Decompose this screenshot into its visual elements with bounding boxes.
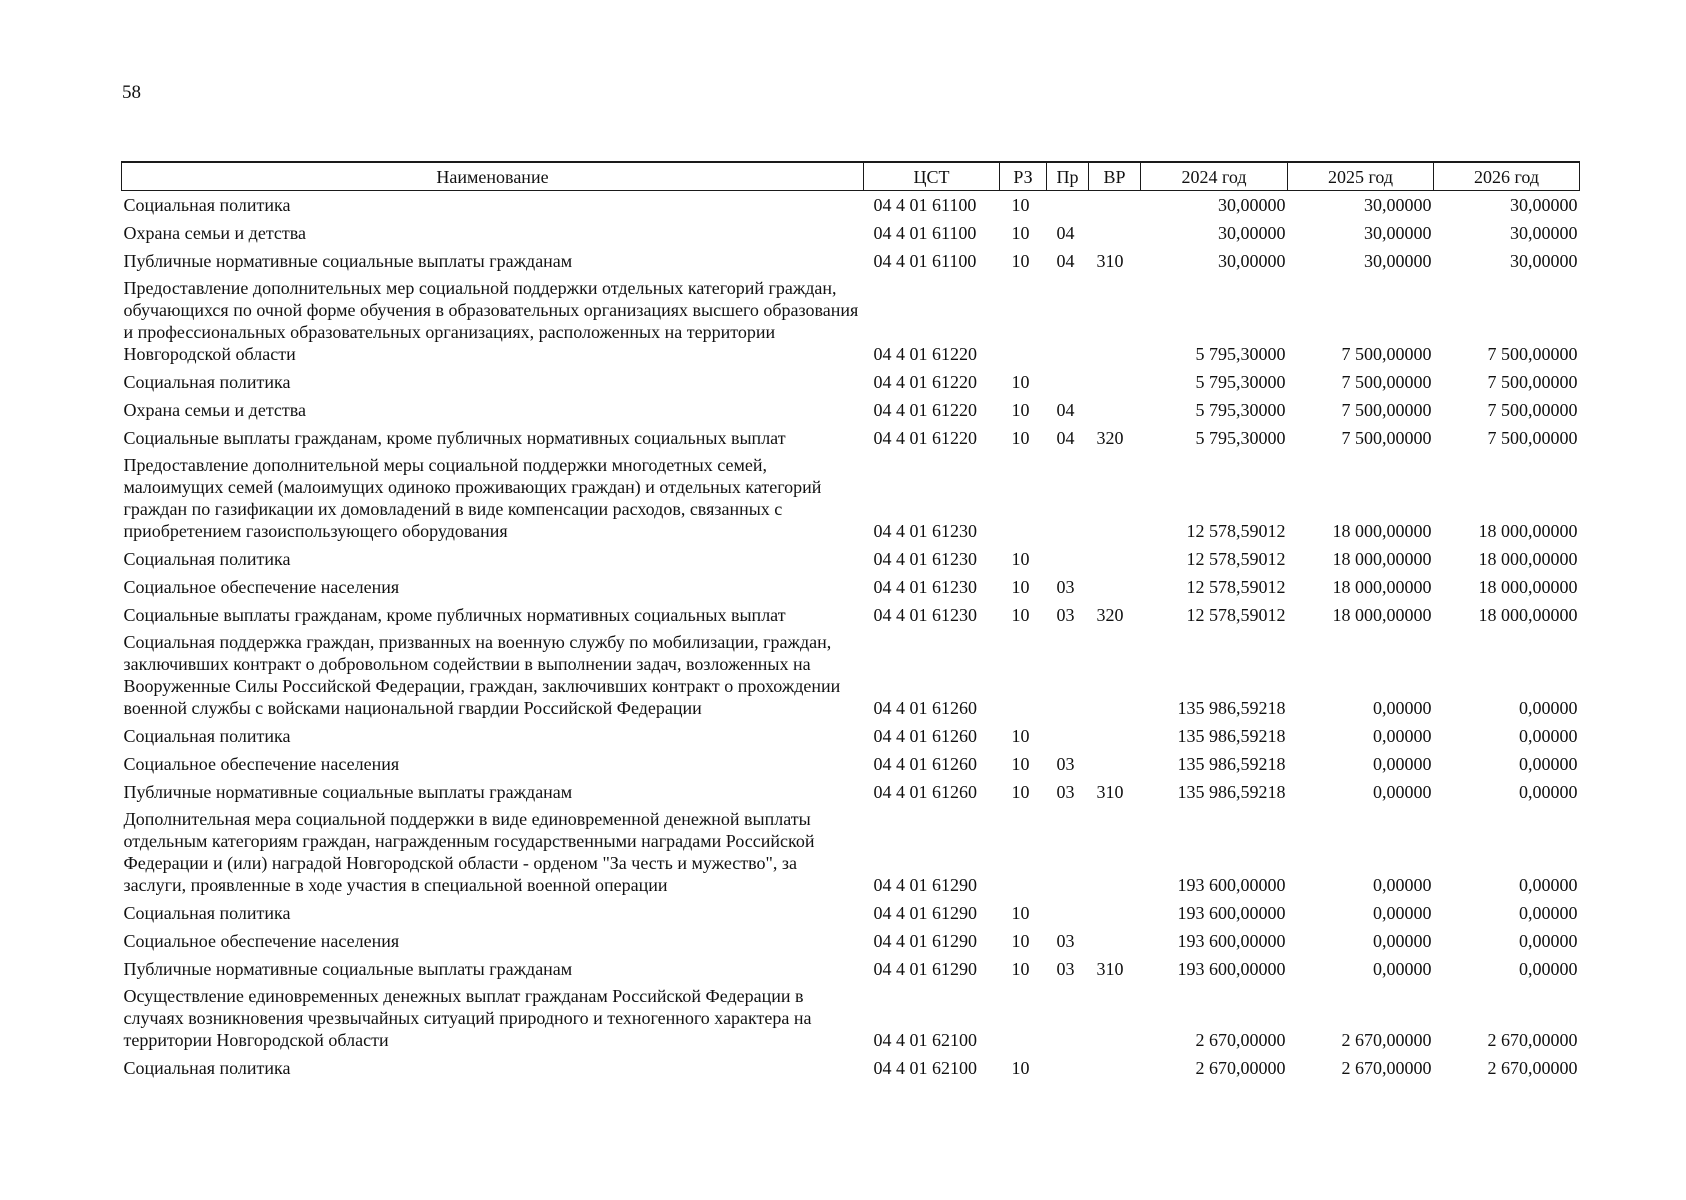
cell-name: Публичные нормативные социальные выплаты гражданам (123, 251, 573, 271)
cell-2026: 0,00000 (1519, 698, 1578, 718)
cell-rz (1000, 452, 1047, 545)
cell-cst: 04 4 01 61290 (873, 903, 977, 923)
table-header (122, 162, 1580, 191)
cell-cst: 04 4 01 61220 (873, 400, 977, 420)
table-row (122, 191, 1580, 220)
cell-2025: 0,00000 (1373, 931, 1432, 951)
cell-2026: 30,00000 (1510, 251, 1578, 271)
cell-rz: 10 (1011, 195, 1030, 215)
table-row (122, 983, 1580, 1054)
cell-cst: 04 4 01 61220 (873, 428, 977, 448)
cell-pr: 03 (1056, 754, 1075, 774)
cell-rz: 10 (1011, 400, 1030, 420)
cell-2024: 135 986,59218 (1177, 754, 1286, 774)
cell-2026: 18 000,00000 (1478, 577, 1578, 597)
cell-2025: 7 500,00000 (1341, 400, 1432, 420)
cell-2024: 12 578,59012 (1186, 577, 1286, 597)
cell-vr (1089, 983, 1141, 1054)
cell-2024: 5 795,30000 (1195, 344, 1286, 364)
cell-2025: 0,00000 (1373, 754, 1432, 774)
cell-2024: 193 600,00000 (1177, 959, 1286, 979)
cell-rz (1000, 629, 1047, 722)
cell-rz: 10 (1011, 251, 1030, 271)
table-row (122, 601, 1580, 629)
cell-name: Осуществление единовременных денежных выплат гражданам Российской Федерации в случаях возникновения чрезвычайных ситуаций природного и техногенного характера на территории Новгородской области (123, 986, 812, 1050)
cell-2025: 0,00000 (1373, 698, 1432, 718)
cell-name: Охрана семьи и детства (123, 400, 307, 420)
cell-cst: 04 4 01 61230 (873, 549, 977, 569)
cell-rz: 10 (1011, 577, 1030, 597)
cell-vr (1089, 219, 1141, 247)
cell-2025: 2 670,00000 (1341, 1030, 1432, 1050)
cell-name: Социальная политика (123, 195, 291, 215)
header-2024: 2024 год (1141, 162, 1288, 191)
cell-pr: 04 (1056, 223, 1075, 243)
cell-2024: 193 600,00000 (1177, 931, 1286, 951)
cell-pr (1047, 275, 1089, 368)
cell-2024: 30,00000 (1218, 195, 1286, 215)
cell-name: Дополнительная мера социальной поддержки в виде единовременной денежной выплаты отдельным категориям граждан, награжденным государственными наградами Российской Федерации и (или) наградой Новгородской области - орденом "За честь и мужество", за заслуги, проявленные в ходе участия в специальной военной операции (123, 809, 815, 895)
cell-name: Социальное обеспечение населения (123, 577, 400, 597)
cell-2024: 2 670,00000 (1195, 1030, 1286, 1050)
table-row (122, 927, 1580, 955)
cell-2025: 7 500,00000 (1341, 428, 1432, 448)
table-row (122, 778, 1580, 806)
cell-vr (1089, 191, 1141, 220)
cell-rz: 10 (1011, 782, 1030, 802)
cell-vr (1089, 629, 1141, 722)
cell-rz: 10 (1011, 903, 1030, 923)
cell-2026: 0,00000 (1519, 875, 1578, 895)
table-row (122, 806, 1580, 899)
cell-name: Предоставление дополнительных мер социальной поддержки отдельных категорий граждан, обучающихся по очной форме обучения в образовательных организациях высшего образования и профессиональных образовательных организациях, расположенных на территории Новгородской области (123, 278, 859, 364)
cell-2026: 30,00000 (1510, 223, 1578, 243)
budget-table (121, 161, 1580, 1082)
cell-name: Социальная политика (123, 726, 291, 746)
cell-cst: 04 4 01 61230 (873, 577, 977, 597)
cell-2025: 18 000,00000 (1332, 521, 1432, 541)
cell-2026: 0,00000 (1519, 726, 1578, 746)
cell-name: Социальное обеспечение населения (123, 931, 400, 951)
table-row (122, 629, 1580, 722)
table-row (122, 573, 1580, 601)
cell-cst: 04 4 01 61290 (873, 875, 977, 895)
header-pr: Пр (1047, 162, 1089, 191)
cell-2024: 12 578,59012 (1186, 521, 1286, 541)
cell-name: Социальные выплаты гражданам, кроме публичных нормативных социальных выплат (123, 605, 786, 625)
cell-rz (1000, 983, 1047, 1054)
cell-name: Предоставление дополнительной меры социальной поддержки многодетных семей, малоимущих семей (малоимущих одиноко проживающих граждан) и отдельных категорий граждан по газификации их домовладений в виде компенсации расходов, связанных с приобретением газоиспользующего оборудования (123, 455, 822, 541)
cell-cst: 04 4 01 61100 (873, 251, 977, 271)
cell-vr (1089, 806, 1141, 899)
cell-pr: 04 (1056, 428, 1075, 448)
cell-2025: 30,00000 (1364, 195, 1432, 215)
header-vr: ВР (1089, 162, 1141, 191)
cell-pr: 03 (1056, 931, 1075, 951)
cell-2026: 18 000,00000 (1478, 605, 1578, 625)
cell-2024: 12 578,59012 (1186, 605, 1286, 625)
cell-name: Социальная политика (123, 372, 291, 392)
cell-2026: 2 670,00000 (1487, 1030, 1578, 1050)
cell-2024: 193 600,00000 (1177, 903, 1286, 923)
cell-rz: 10 (1011, 726, 1030, 746)
cell-2025: 0,00000 (1373, 875, 1432, 895)
table-header-row (122, 162, 1580, 191)
table-row (122, 955, 1580, 983)
cell-cst: 04 4 01 61220 (873, 344, 977, 364)
cell-2024: 12 578,59012 (1186, 549, 1286, 569)
cell-2026: 7 500,00000 (1487, 400, 1578, 420)
cell-2024: 5 795,30000 (1195, 372, 1286, 392)
cell-2024: 135 986,59218 (1177, 698, 1286, 718)
cell-pr (1047, 545, 1089, 573)
header-name: Наименование (122, 162, 864, 191)
cell-vr: 320 (1096, 605, 1124, 625)
cell-rz: 10 (1011, 605, 1030, 625)
cell-2025: 30,00000 (1364, 223, 1432, 243)
cell-2024: 5 795,30000 (1195, 400, 1286, 420)
cell-name: Публичные нормативные социальные выплаты гражданам (123, 782, 573, 802)
cell-rz: 10 (1011, 223, 1030, 243)
cell-2025: 0,00000 (1373, 782, 1432, 802)
cell-cst: 04 4 01 61260 (873, 726, 977, 746)
header-2026: 2026 год (1434, 162, 1580, 191)
cell-vr (1089, 275, 1141, 368)
cell-2024: 2 670,00000 (1195, 1058, 1286, 1078)
cell-pr (1047, 368, 1089, 396)
cell-2026: 30,00000 (1510, 195, 1578, 215)
cell-vr (1089, 750, 1141, 778)
table-row (122, 396, 1580, 424)
cell-pr: 03 (1056, 605, 1075, 625)
cell-pr (1047, 629, 1089, 722)
budget-table-container (121, 161, 1579, 1082)
cell-2026: 0,00000 (1519, 959, 1578, 979)
cell-2025: 18 000,00000 (1332, 605, 1432, 625)
cell-pr (1047, 1054, 1089, 1082)
cell-2026: 0,00000 (1519, 782, 1578, 802)
table-row (122, 722, 1580, 750)
cell-rz: 10 (1011, 931, 1030, 951)
header-cst: ЦСТ (864, 162, 1000, 191)
cell-vr (1089, 1054, 1141, 1082)
table-row (122, 750, 1580, 778)
cell-2025: 7 500,00000 (1341, 372, 1432, 392)
cell-2026: 2 670,00000 (1487, 1058, 1578, 1078)
cell-cst: 04 4 01 61220 (873, 372, 977, 392)
header-2025: 2025 год (1288, 162, 1434, 191)
cell-2026: 7 500,00000 (1487, 428, 1578, 448)
table-row (122, 368, 1580, 396)
cell-name: Социальная политика (123, 549, 291, 569)
cell-cst: 04 4 01 61260 (873, 782, 977, 802)
cell-2025: 7 500,00000 (1341, 344, 1432, 364)
cell-2026: 0,00000 (1519, 931, 1578, 951)
table-row (122, 219, 1580, 247)
cell-rz: 10 (1011, 754, 1030, 774)
cell-cst: 04 4 01 61260 (873, 698, 977, 718)
cell-2026: 7 500,00000 (1487, 372, 1578, 392)
cell-2024: 5 795,30000 (1195, 428, 1286, 448)
cell-name: Социальная политика (123, 1058, 291, 1078)
header-rz: РЗ (1000, 162, 1047, 191)
cell-cst: 04 4 01 61230 (873, 605, 977, 625)
cell-cst: 04 4 01 61290 (873, 931, 977, 951)
cell-2024: 30,00000 (1218, 251, 1286, 271)
cell-vr: 310 (1096, 251, 1124, 271)
cell-name: Социальные выплаты гражданам, кроме публичных нормативных социальных выплат (123, 428, 786, 448)
cell-2026: 0,00000 (1519, 754, 1578, 774)
cell-rz (1000, 806, 1047, 899)
cell-name: Охрана семьи и детства (123, 223, 307, 243)
cell-vr (1089, 545, 1141, 573)
cell-2025: 18 000,00000 (1332, 577, 1432, 597)
table-row (122, 452, 1580, 545)
cell-2026: 0,00000 (1519, 903, 1578, 923)
cell-2025: 2 670,00000 (1341, 1058, 1432, 1078)
cell-2026: 18 000,00000 (1478, 521, 1578, 541)
table-row (122, 275, 1580, 368)
cell-cst: 04 4 01 62100 (873, 1030, 977, 1050)
cell-rz: 10 (1011, 428, 1030, 448)
cell-rz: 10 (1011, 549, 1030, 569)
cell-vr (1089, 452, 1141, 545)
table-row (122, 1054, 1580, 1082)
cell-pr: 04 (1056, 400, 1075, 420)
cell-pr (1047, 722, 1089, 750)
cell-2026: 7 500,00000 (1487, 344, 1578, 364)
cell-vr: 310 (1096, 959, 1124, 979)
cell-vr (1089, 368, 1141, 396)
cell-cst: 04 4 01 62100 (873, 1058, 977, 1078)
cell-pr: 03 (1056, 782, 1075, 802)
cell-rz: 10 (1011, 372, 1030, 392)
cell-2025: 0,00000 (1373, 726, 1432, 746)
cell-2025: 18 000,00000 (1332, 549, 1432, 569)
cell-2024: 135 986,59218 (1177, 782, 1286, 802)
cell-name: Публичные нормативные социальные выплаты гражданам (123, 959, 573, 979)
cell-vr (1089, 927, 1141, 955)
cell-pr (1047, 899, 1089, 927)
cell-name: Социальное обеспечение населения (123, 754, 400, 774)
cell-rz: 10 (1011, 1058, 1030, 1078)
cell-rz: 10 (1011, 959, 1030, 979)
cell-pr (1047, 806, 1089, 899)
cell-vr (1089, 899, 1141, 927)
cell-pr: 03 (1056, 577, 1075, 597)
cell-cst: 04 4 01 61290 (873, 959, 977, 979)
cell-pr (1047, 191, 1089, 220)
cell-vr (1089, 573, 1141, 601)
cell-2025: 0,00000 (1373, 959, 1432, 979)
cell-cst: 04 4 01 61100 (873, 195, 977, 215)
cell-2025: 0,00000 (1373, 903, 1432, 923)
table-row (122, 899, 1580, 927)
cell-vr: 310 (1096, 782, 1124, 802)
table-body (122, 191, 1580, 1083)
table-row (122, 545, 1580, 573)
cell-vr (1089, 722, 1141, 750)
page-number: 58 (122, 82, 141, 103)
cell-pr: 03 (1056, 959, 1075, 979)
cell-2026: 18 000,00000 (1478, 549, 1578, 569)
cell-cst: 04 4 01 61260 (873, 754, 977, 774)
cell-cst: 04 4 01 61230 (873, 521, 977, 541)
table-row (122, 424, 1580, 452)
cell-2024: 193 600,00000 (1177, 875, 1286, 895)
cell-vr (1089, 396, 1141, 424)
table-row (122, 247, 1580, 275)
cell-2024: 30,00000 (1218, 223, 1286, 243)
cell-pr (1047, 983, 1089, 1054)
cell-name: Социальная политика (123, 903, 291, 923)
cell-name: Социальная поддержка граждан, призванных на военную службу по мобилизации, граждан, заключивших контракт о добровольном содействии в выполнении задач, возложенных на Вооруженные Силы Российской Федерации, граждан, заключивших контракт о прохождении военной службы с войсками национальной гвардии Российской Федерации (123, 632, 841, 718)
cell-pr (1047, 452, 1089, 545)
cell-2024: 135 986,59218 (1177, 726, 1286, 746)
cell-cst: 04 4 01 61100 (873, 223, 977, 243)
cell-pr: 04 (1056, 251, 1075, 271)
cell-2025: 30,00000 (1364, 251, 1432, 271)
cell-vr: 320 (1096, 428, 1124, 448)
cell-rz (1000, 275, 1047, 368)
